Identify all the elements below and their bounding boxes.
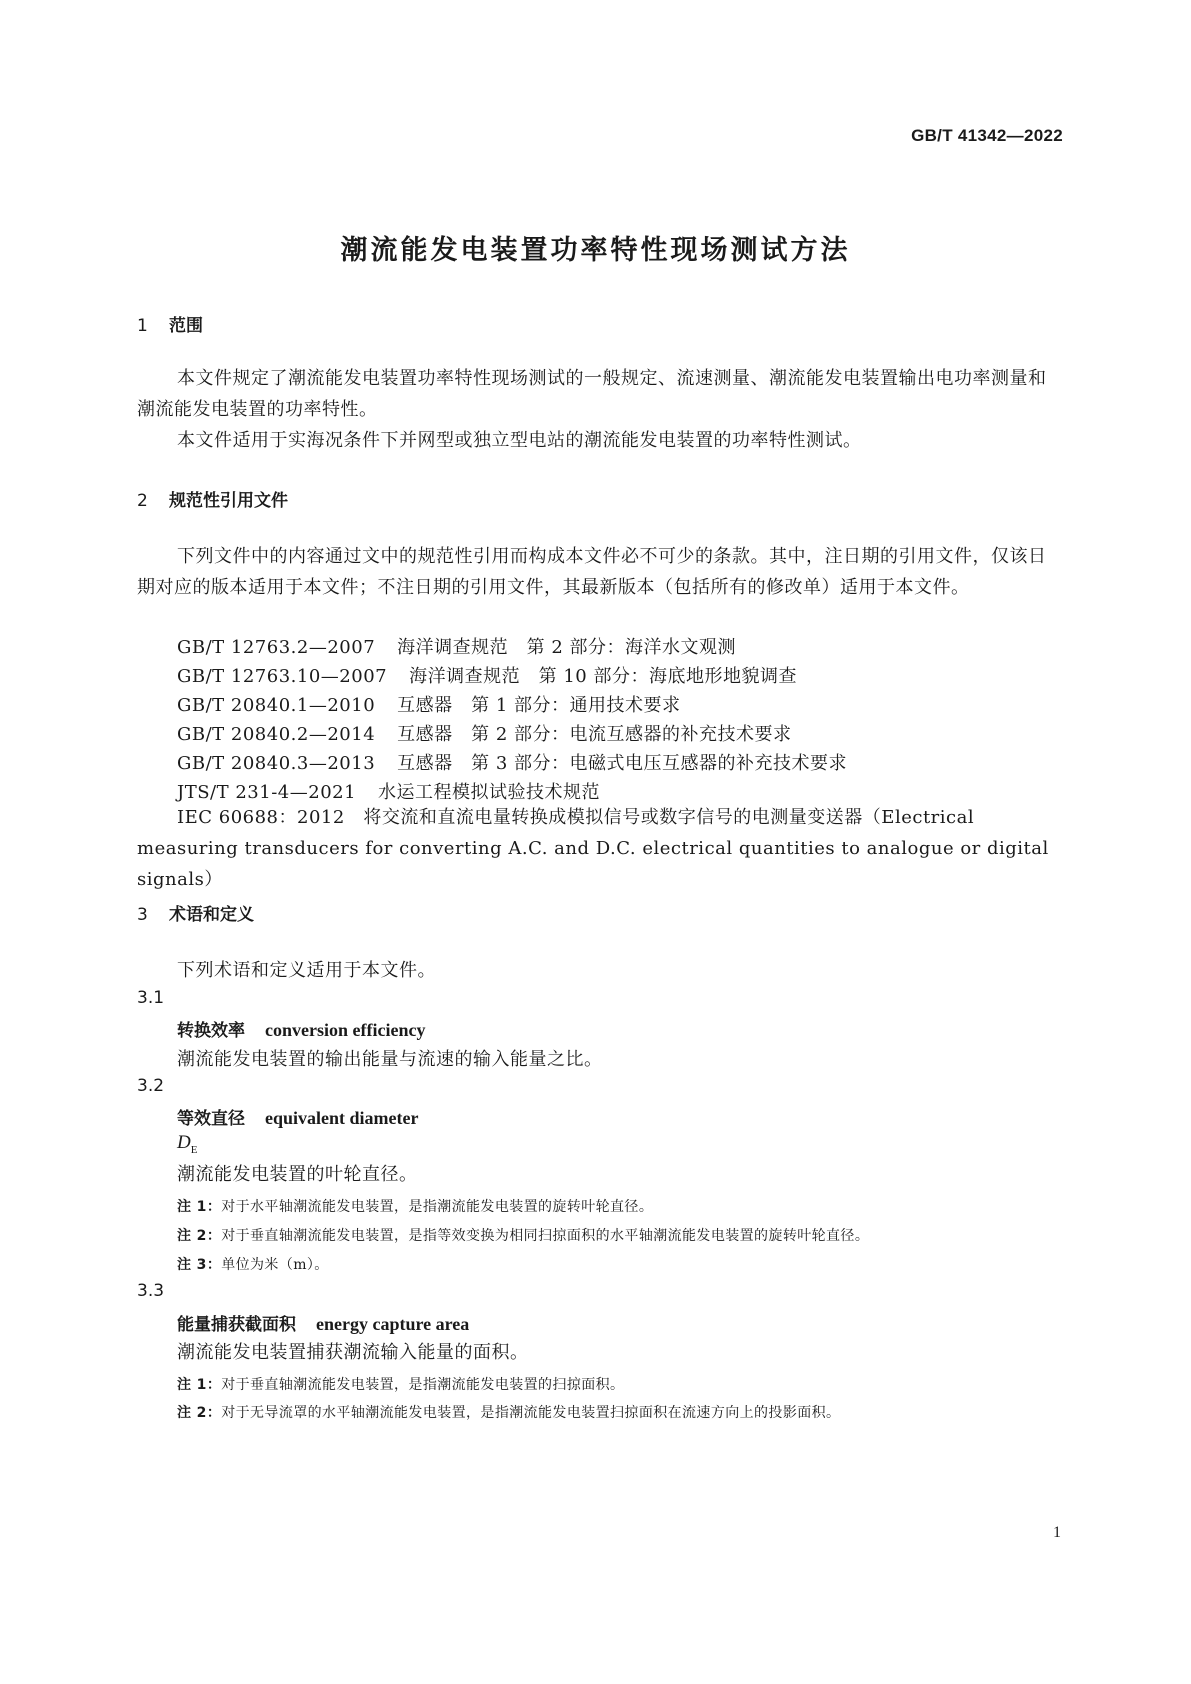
reference-code: GB/T 20840.3—2013 bbox=[177, 753, 376, 774]
reference-item bbox=[177, 720, 792, 746]
reference-item bbox=[177, 749, 847, 775]
note-text: 对于水平轴潮流能发电装置，是指潮流能发电装置的旋转叶轮直径。 bbox=[221, 1199, 654, 1215]
note-text: 对于垂直轴潮流能发电装置，是指等效变换为相同扫掠面积的水平轴潮流能发电装置的旋转叶轮直径。 bbox=[221, 1228, 870, 1244]
reference-code: JTS/T 231-4—2021 bbox=[177, 782, 357, 803]
section-heading-scope bbox=[137, 311, 203, 336]
term-heading bbox=[177, 1016, 425, 1041]
term-number: 3.3 bbox=[137, 1281, 165, 1301]
note-label: 注 2： bbox=[177, 1405, 222, 1421]
paragraph: 下列文件中的内容通过文中的规范性引用而构成本文件必不可少的条款。其中，注日期的引用文件，仅该日期对应的版本适用于本文件；不注日期的引用文件，其最新版本（包括所有的修改单）适用于本文件。 bbox=[137, 546, 1047, 598]
reference-code: GB/T 12763.10—2007 bbox=[177, 666, 388, 687]
term-zh: 转换效率 bbox=[177, 1021, 245, 1041]
paragraph: 本文件规定了潮流能发电装置功率特性现场测试的一般规定、流速测量、潮流能发电装置输出电功率测量和潮流能发电装置的功率特性。 bbox=[137, 368, 1047, 420]
reference-item-iec: IEC 60688：2012 将交流和直流电量转换成模拟信号或数字信号的电测量变送器（Electrical measuring transducers for converting A.C. and D.C. electrical quantities to analogue or digital signals） bbox=[137, 807, 1049, 890]
reference-title: 水运工程模拟试验技术规范 bbox=[378, 782, 601, 803]
reference-title: 海洋调查规范 第 10 部分：海底地形地貌调查 bbox=[409, 666, 797, 687]
term-zh: 等效直径 bbox=[177, 1109, 245, 1129]
reference-title: 互感器 第 1 部分：通用技术要求 bbox=[397, 695, 681, 716]
section-title: 范围 bbox=[169, 316, 203, 336]
paragraph: 下列术语和定义适用于本文件。 bbox=[177, 960, 436, 981]
term-note bbox=[177, 1402, 840, 1422]
note-text: 对于无导流罩的水平轴潮流能发电装置，是指潮流能发电装置扫掠面积在流速方向上的投影面积。 bbox=[221, 1405, 841, 1421]
reference-item bbox=[177, 633, 736, 659]
section-number: 1 bbox=[137, 316, 148, 336]
section-title: 术语和定义 bbox=[169, 905, 254, 925]
reference-title: 互感器 第 2 部分：电流互感器的补充技术要求 bbox=[397, 724, 792, 745]
reference-title: 海洋调查规范 第 2 部分：海洋水文观测 bbox=[397, 637, 737, 658]
section-title: 规范性引用文件 bbox=[169, 491, 288, 511]
term-note bbox=[177, 1225, 869, 1245]
note-label: 注 1： bbox=[177, 1199, 222, 1215]
reference-item bbox=[177, 691, 681, 717]
term-number: 3.2 bbox=[137, 1076, 165, 1096]
reference-item bbox=[177, 662, 797, 688]
term-note bbox=[177, 1254, 329, 1274]
term-symbol: $D_E$ bbox=[177, 1132, 198, 1156]
term-note bbox=[177, 1374, 624, 1394]
term-definition: 潮流能发电装置的叶轮直径。 bbox=[177, 1164, 418, 1185]
note-label: 注 1： bbox=[177, 1377, 222, 1393]
paragraph: 本文件适用于实海况条件下并网型或独立型电站的潮流能发电装置的功率特性测试。 bbox=[177, 430, 862, 451]
reference-code: GB/T 20840.2—2014 bbox=[177, 724, 376, 745]
term-heading bbox=[177, 1104, 418, 1129]
term-en: equivalent diameter bbox=[265, 1108, 419, 1128]
reference-title: 互感器 第 3 部分：电磁式电压互感器的补充技术要求 bbox=[397, 753, 848, 774]
section-number: 3 bbox=[137, 905, 148, 925]
section-number: 2 bbox=[137, 491, 148, 511]
document-title: 潮流能发电装置功率特性现场测试方法 bbox=[340, 235, 851, 266]
term-en: energy capture area bbox=[316, 1314, 470, 1334]
term-note bbox=[177, 1196, 653, 1216]
reference-code: GB/T 20840.1—2010 bbox=[177, 695, 376, 716]
reference-code: GB/T 12763.2—2007 bbox=[177, 637, 376, 658]
term-definition: 潮流能发电装置的输出能量与流速的输入能量之比。 bbox=[177, 1049, 603, 1070]
term-en: conversion efficiency bbox=[265, 1020, 426, 1040]
term-number: 3.1 bbox=[137, 988, 165, 1008]
term-definition: 潮流能发电装置捕获潮流输入能量的面积。 bbox=[177, 1342, 529, 1363]
standard-code: GB/T 41342—2022 bbox=[911, 126, 1063, 145]
term-heading bbox=[177, 1310, 469, 1335]
note-label: 注 2： bbox=[177, 1228, 222, 1244]
section-heading-normative-references bbox=[137, 486, 288, 511]
section-heading-terms bbox=[137, 900, 254, 925]
note-text: 单位为米（m）。 bbox=[221, 1257, 329, 1273]
reference-item bbox=[177, 778, 600, 804]
page-number: 1 bbox=[1053, 1524, 1061, 1541]
term-zh: 能量捕获截面积 bbox=[177, 1315, 296, 1335]
note-text: 对于垂直轴潮流能发电装置，是指潮流能发电装置的扫掠面积。 bbox=[221, 1377, 625, 1393]
note-label: 注 3： bbox=[177, 1257, 222, 1273]
